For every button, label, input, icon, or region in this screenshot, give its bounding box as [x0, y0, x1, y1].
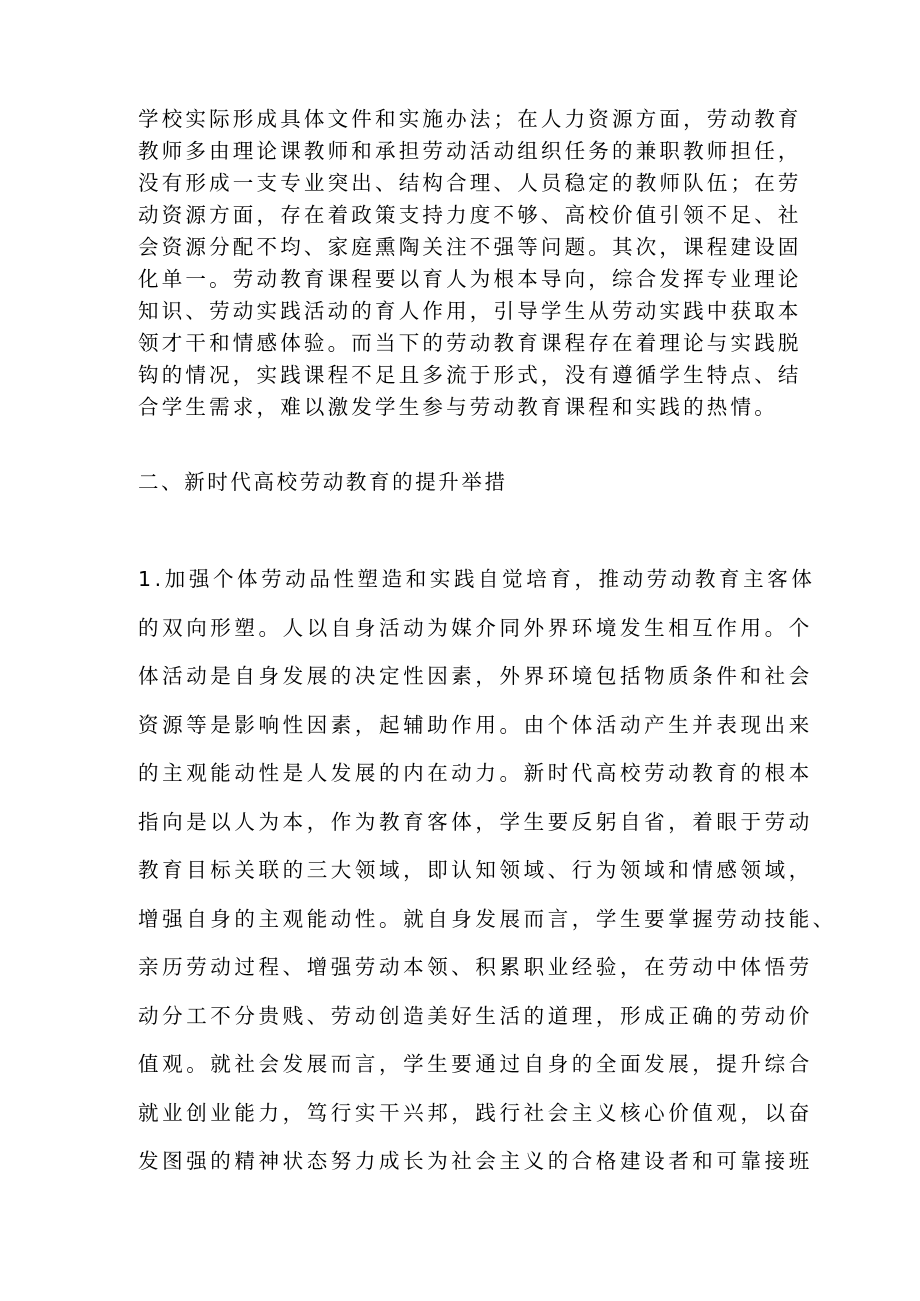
paragraph-line: 领才干和情感体验。而当下的劳动教育课程存在着理论与实践脱: [138, 331, 802, 355]
paragraph-line: 会资源分配不均、家庭熏陶关注不强等问题。其次，课程建设固: [138, 235, 802, 259]
paragraph-line: 指向是以人为本，作为教育客体，学生要反躬自省，着眼于劳动: [138, 809, 813, 834]
paragraph-line: 教育目标关联的三大领域，即认知领域、行为领域和情感领域，: [138, 858, 813, 882]
paragraph-2: [138, 555, 838, 1186]
paragraph-line: 学校实际形成具体文件和实施办法；在人力资源方面，劳动教育: [138, 107, 802, 131]
section-heading: 二、新时代高校劳动教育的提升举措: [138, 470, 508, 494]
paragraph-1: [138, 103, 818, 423]
paragraph-line: 动分工不分贵贱、劳动创造美好生活的道理，形成正确的劳动价: [138, 1003, 813, 1028]
paragraph-line: 就业创业能力，笃行实干兴邦，践行社会主义核心价值观，以奋: [138, 1100, 813, 1125]
paragraph-line: 教师多由理论课教师和承担劳动活动组织任务的兼职教师担任，: [138, 139, 802, 163]
paragraph-line: 知识、劳动实践活动的育人作用，引导学生从劳动实践中获取本: [138, 299, 802, 323]
paragraph-line: 动资源方面，存在着政策支持力度不够、高校价值引领不足、社: [138, 203, 802, 227]
paragraph-line: 钩的情况，实践课程不足且多流于形式，没有遵循学生特点、结: [138, 363, 802, 387]
paragraph-line: 的双向形塑。人以自身活动为媒介同外界环境发生相互作用。个: [138, 615, 813, 640]
paragraph-line: 的主观能动性是人发展的内在动力。新时代高校劳动教育的根本: [138, 761, 813, 785]
paragraph-line: 体活动是自身发展的决定性因素，外界环境包括物质条件和社会: [138, 664, 813, 688]
paragraph-line: 值观。就社会发展而言，学生要通过自身的全面发展，提升综合: [138, 1052, 813, 1076]
paragraph-line: 1.加强个体劳动品性塑造和实践自觉培育，推动劳动教育主客体: [138, 567, 816, 591]
paragraph-line: 合学生需求，难以激发学生参与劳动教育课程和实践的热情。: [138, 395, 778, 419]
paragraph-line: 没有形成一支专业突出、结构合理、人员稳定的教师队伍；在劳: [138, 171, 802, 195]
paragraph-line: 资源等是影响性因素，起辅助作用。由个体活动产生并表现出来: [138, 712, 813, 737]
paragraph-line: 发图强的精神状态努力成长为社会主义的合格建设者和可靠接班: [138, 1149, 813, 1173]
paragraph-line: 化单一。劳动教育课程要以育人为根本导向，综合发挥专业理论: [138, 267, 802, 291]
paragraph-line: 亲历劳动过程、增强劳动本领、积累职业经验，在劳动中体悟劳: [138, 955, 813, 979]
paragraph-line: 增强自身的主观能动性。就自身发展而言，学生要掌握劳动技能、: [138, 906, 837, 931]
